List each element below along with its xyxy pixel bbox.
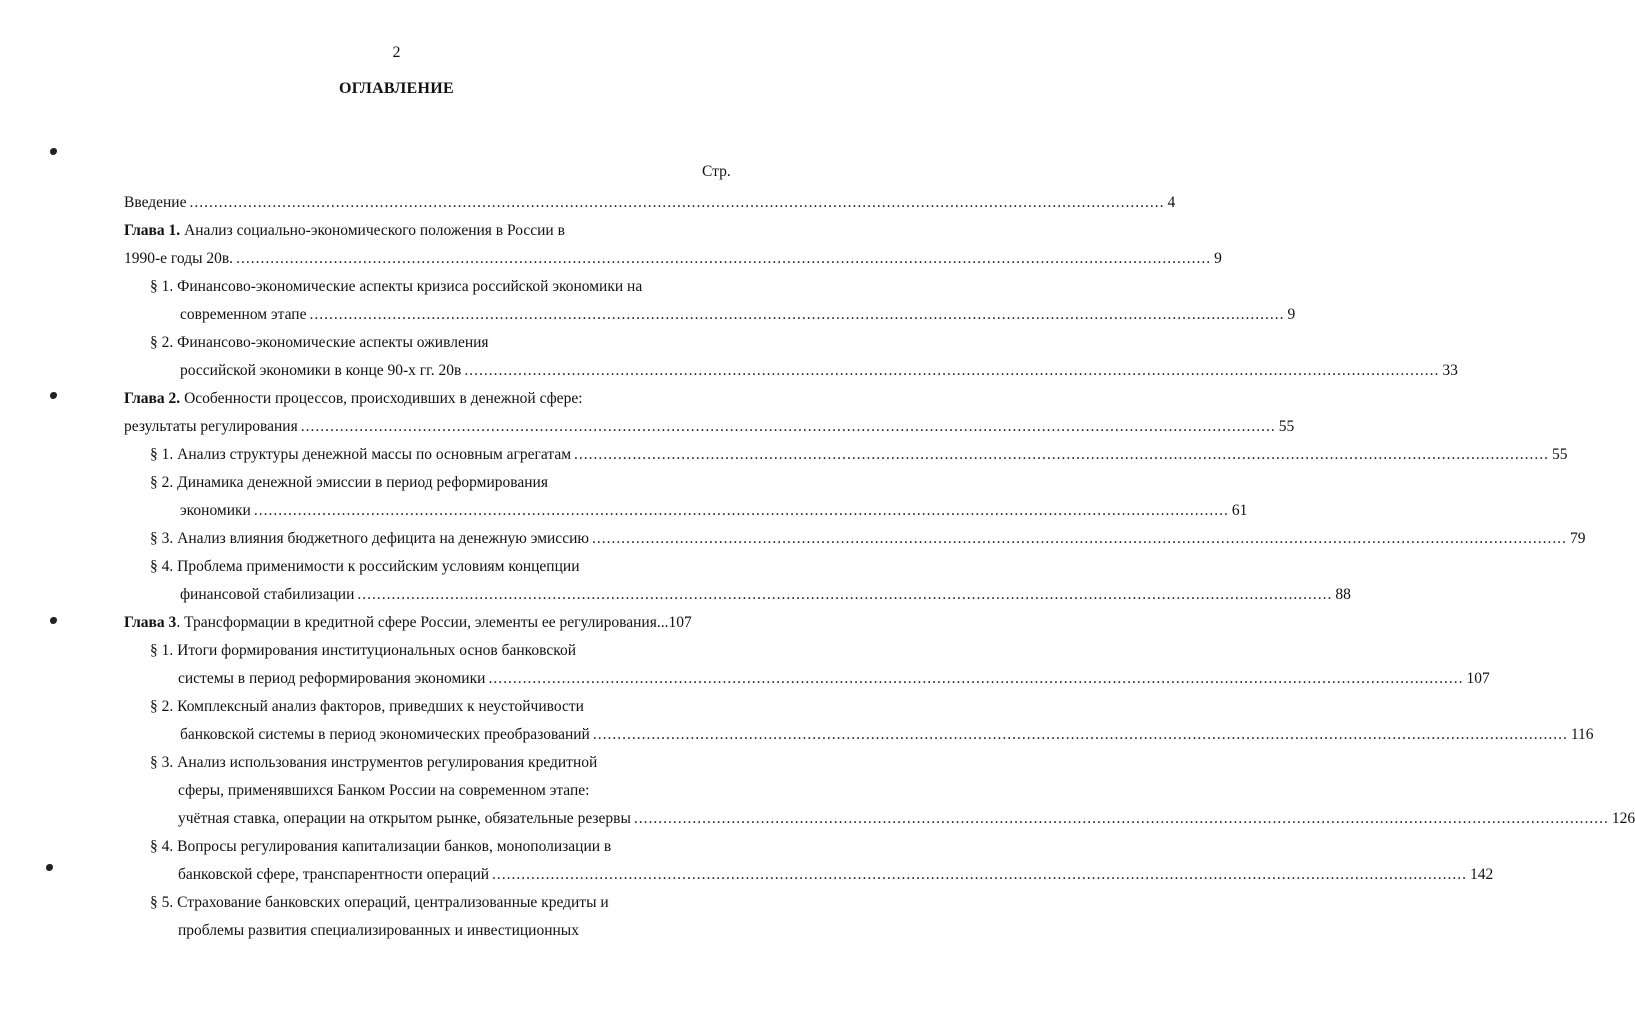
toc-label: российской экономики в конце 90-х гг. 20в <box>180 362 462 379</box>
toc-section-3-3[interactable]: § 3. Анализ использования инструментов регулирования кредитной <box>150 754 598 771</box>
toc-section-3-2[interactable]: § 2. Комплексный анализ факторов, приведших к неустойчивости <box>150 698 584 715</box>
leader-dots: ........................................................................................................................................................................................................ <box>591 530 1567 547</box>
toc-section-2-2[interactable]: § 2. Динамика денежной эмиссии в период реформирования <box>150 474 548 491</box>
toc-section-3-2-line2[interactable] <box>180 725 1594 745</box>
leader-dots: ........................................................................................................................................................................................................ <box>574 446 1550 463</box>
toc-label: § 1. Анализ структуры денежной массы по основным агрегатам <box>150 446 572 463</box>
toc-label: банковской сфере, транспарентности операций <box>178 866 490 883</box>
toc-entry-intro[interactable] <box>124 193 1176 213</box>
toc-label: банковской системы в период экономических преобразований <box>180 726 590 743</box>
leader-dots: ........................................................................................................................................................................................................ <box>592 726 1568 743</box>
toc-section-3-1[interactable]: § 1. Итоги формирования институциональных основ банковской <box>150 642 577 659</box>
toc-section-2-4[interactable]: § 4. Проблема применимости к российским условиям концепции <box>150 558 580 575</box>
toc-page: 126 <box>1611 810 1635 827</box>
leader-dots: ........................................................................................................................................................................................................ <box>309 306 1285 323</box>
margin-mark <box>50 392 57 399</box>
leader-dots: ........................................................................................................................................................................................................ <box>300 418 1276 435</box>
toc-section-2-4-line2[interactable] <box>180 585 1351 605</box>
toc-page: 142 <box>1470 866 1494 883</box>
toc-section-3-3-line2[interactable]: сферы, применявшихся Банком России на современном этапе: <box>178 782 590 799</box>
toc-label: системы в период реформирования экономики <box>178 670 486 687</box>
page-column-header: Стр. <box>702 163 731 180</box>
toc-chapter-3[interactable] <box>124 613 692 633</box>
chapter-head: Глава 2. <box>124 390 181 407</box>
margin-mark <box>50 617 57 624</box>
toc-label: Введение <box>124 194 187 211</box>
margin-mark <box>46 864 53 871</box>
toc-label: финансовой стабилизации <box>180 586 355 603</box>
toc-label: результаты регулирования <box>124 418 298 435</box>
toc-page: 33 <box>1442 362 1458 379</box>
chapter-head: Глава 1. <box>124 222 181 239</box>
toc-section-2-1[interactable] <box>150 445 1568 465</box>
toc-label: 1990-е годы 20в. <box>124 250 234 267</box>
toc-chapter-2[interactable] <box>124 389 583 409</box>
toc-page: 116 <box>1570 726 1594 743</box>
chapter-title: Особенности процессов, происходивших в денежной сфере: <box>184 390 583 407</box>
toc-section-1-2[interactable]: § 2. Финансово-экономические аспекты оживления <box>150 334 489 351</box>
toc-page: 4 <box>1167 194 1176 211</box>
page-title: ОГЛАВЛЕНИЕ <box>339 80 454 97</box>
chapter-title: Анализ социально-экономического положения в России в <box>184 222 565 239</box>
leader-dots: ........................................................................................................................................................................................................ <box>236 250 1212 267</box>
toc-page: 107 <box>668 614 692 631</box>
leader-dots: ........................................................................................................................................................................................................ <box>633 810 1609 827</box>
toc-label: современном этапе <box>180 306 307 323</box>
leader-dots: ........................................................................................................................................................................................................ <box>357 586 1333 603</box>
toc-page: 61 <box>1231 502 1248 519</box>
page-number: 2 <box>392 44 401 61</box>
leader-dots: ........................................................................................................................................................................................................ <box>253 502 1229 519</box>
chapter-head: Глава 3 <box>124 614 177 631</box>
leader-dots: ........................................................................................................................................................................................................ <box>464 362 1440 379</box>
toc-chapter-1[interactable] <box>124 221 565 241</box>
toc-section-1-1-line2[interactable] <box>180 305 1296 325</box>
toc-section-1-2-line2[interactable] <box>180 361 1458 381</box>
toc-page: 9 <box>1287 306 1296 323</box>
toc-page: 9 <box>1214 250 1222 267</box>
toc-page: 107 <box>1466 670 1490 687</box>
toc-section-2-2-line2[interactable] <box>180 501 1248 521</box>
toc-section-3-3-line3[interactable] <box>178 809 1635 829</box>
leader-dots: ........................................................................................................................................................................................................ <box>488 670 1464 687</box>
toc-chapter-2-line2[interactable] <box>124 417 1295 437</box>
leader-dots: ........................................................................................................................................................................................................ <box>492 866 1468 883</box>
toc-section-3-1-line2[interactable] <box>178 669 1490 689</box>
toc-section-1-1[interactable]: § 1. Финансово-экономические аспекты кризиса российской экономики на <box>150 278 643 295</box>
toc-label: § 3. Анализ влияния бюджетного дефицита на денежную эмиссию <box>150 530 589 547</box>
toc-section-3-4[interactable]: § 4. Вопросы регулирования капитализации банков, монополизации в <box>150 838 612 855</box>
margin-mark <box>50 148 57 155</box>
toc-section-3-5[interactable]: § 5. Страхование банковских операций, централизованные кредиты и <box>150 894 609 911</box>
toc-chapter-1-line2[interactable] <box>124 249 1222 269</box>
chapter-title: . Трансформации в кредитной сфере России, элементы ее регулирования... <box>176 614 669 631</box>
toc-page: 88 <box>1335 586 1351 603</box>
toc-section-3-4-line2[interactable] <box>178 865 1494 885</box>
toc-label: экономики <box>180 502 251 519</box>
toc-section-3-5-line2[interactable]: проблемы развития специализированных и инвестиционных <box>178 922 579 939</box>
toc-label: учётная ставка, операции на открытом рынке, обязательные резервы <box>178 810 631 827</box>
toc-page: 79 <box>1569 530 1586 547</box>
toc-section-2-3[interactable] <box>150 529 1586 549</box>
leader-dots: ........................................................................................................................................................................................................ <box>189 194 1165 211</box>
toc-page: 55 <box>1278 418 1295 435</box>
toc-page: 55 <box>1552 446 1568 463</box>
